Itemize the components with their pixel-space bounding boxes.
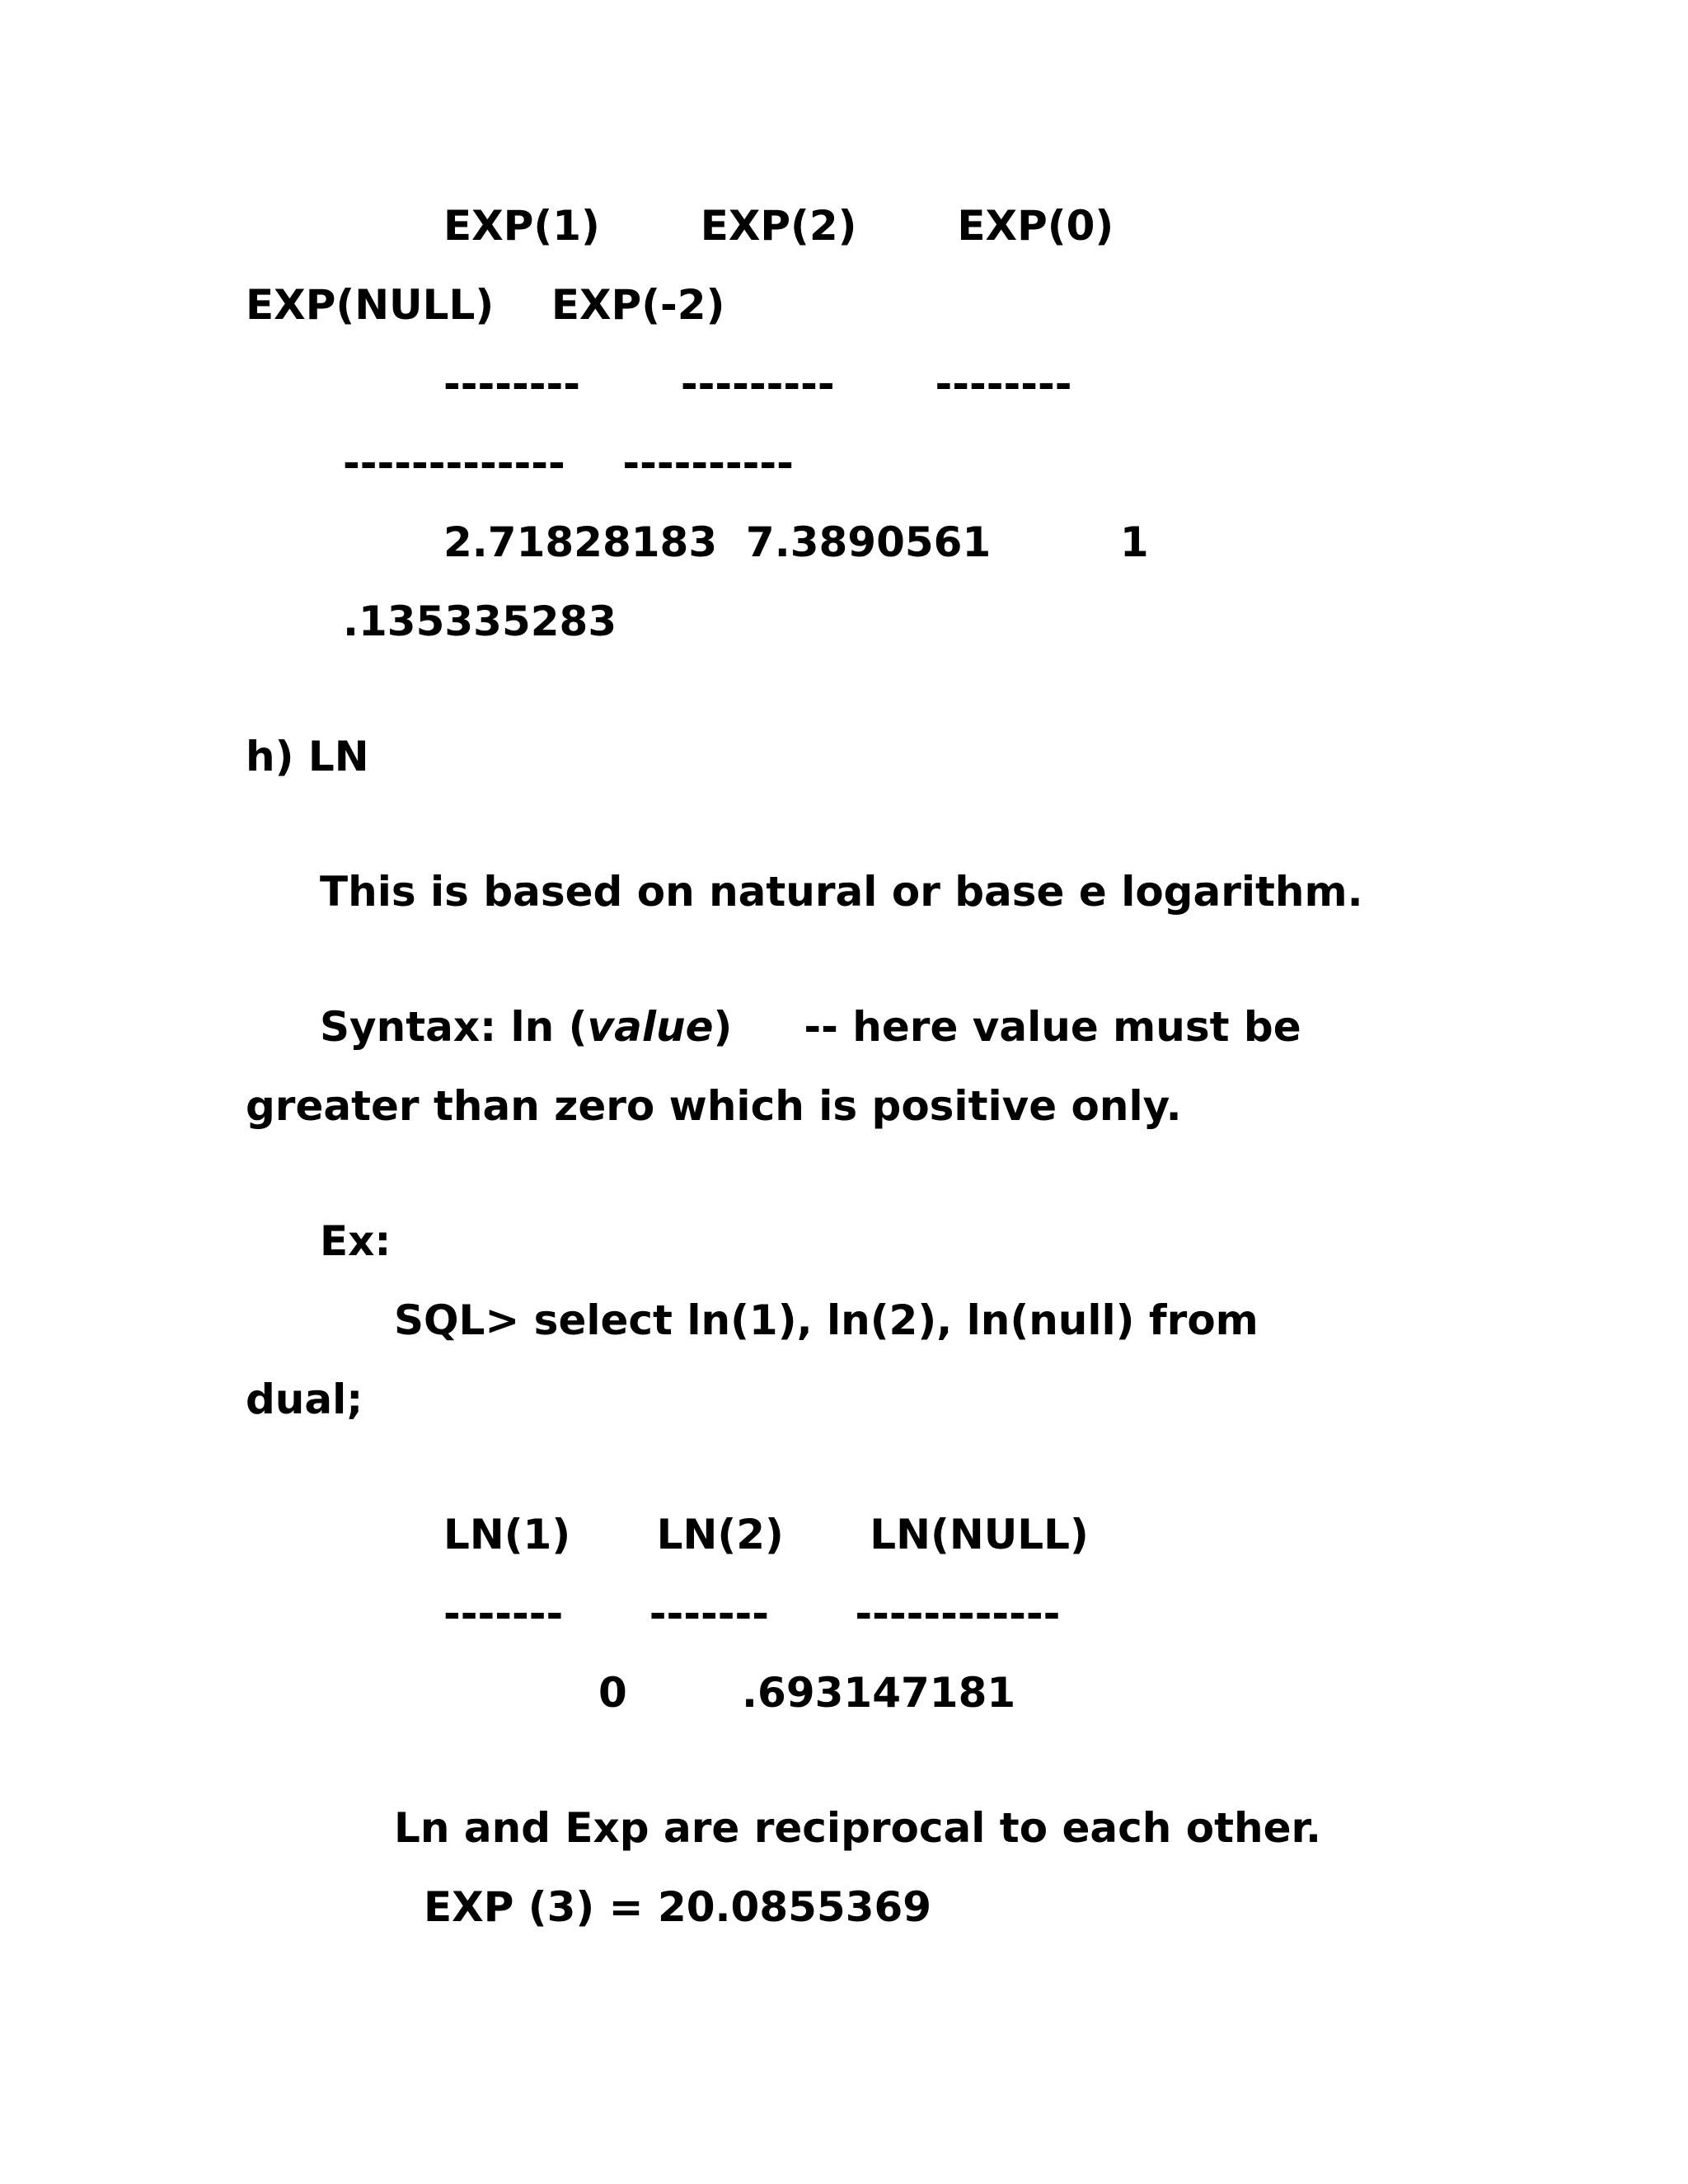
reciprocal-note: Ln and Exp are reciprocal to each other. (394, 1804, 1322, 1852)
ln-result-header: LN(1) LN(2) LN(NULL) (443, 1511, 1089, 1558)
ln-syntax-continuation: greater than zero which is positive only. (246, 1082, 1182, 1130)
section-heading-ln: h) LN (246, 733, 369, 780)
exp-result-dashes-line1: -------- --------- -------- (443, 360, 1072, 408)
sql-query-line1: SQL> select ln(1), ln(2), ln(null) from (394, 1296, 1259, 1344)
syntax-param: value (587, 1003, 714, 1051)
ln-result-values: 0 .693147181 (598, 1669, 1016, 1717)
ln-result-dashes: ------- ------- ------------ (443, 1590, 1061, 1638)
exp-result-values-line2: .135335283 (343, 598, 617, 645)
example-label: Ex: (320, 1217, 392, 1265)
exp3-example: EXP (3) = 20.0855369 (424, 1883, 932, 1931)
exp-result-header-line2: EXP(NULL) EXP(-2) (246, 281, 725, 329)
syntax-suffix: ) -- here value must be (713, 1003, 1301, 1051)
sql-query-line2: dual; (246, 1376, 363, 1423)
exp-result-dashes-line2: ------------- ---------- (343, 439, 794, 487)
ln-description: This is based on natural or base e logarithm. (320, 868, 1363, 916)
exp-result-values-line1: 2.71828183 7.3890561 1 (443, 518, 1149, 566)
ln-syntax (320, 1002, 1301, 1052)
syntax-prefix: Syntax: ln ( (320, 1003, 588, 1051)
exp-result-header-line1: EXP(1) EXP(2) EXP(0) (443, 202, 1114, 250)
